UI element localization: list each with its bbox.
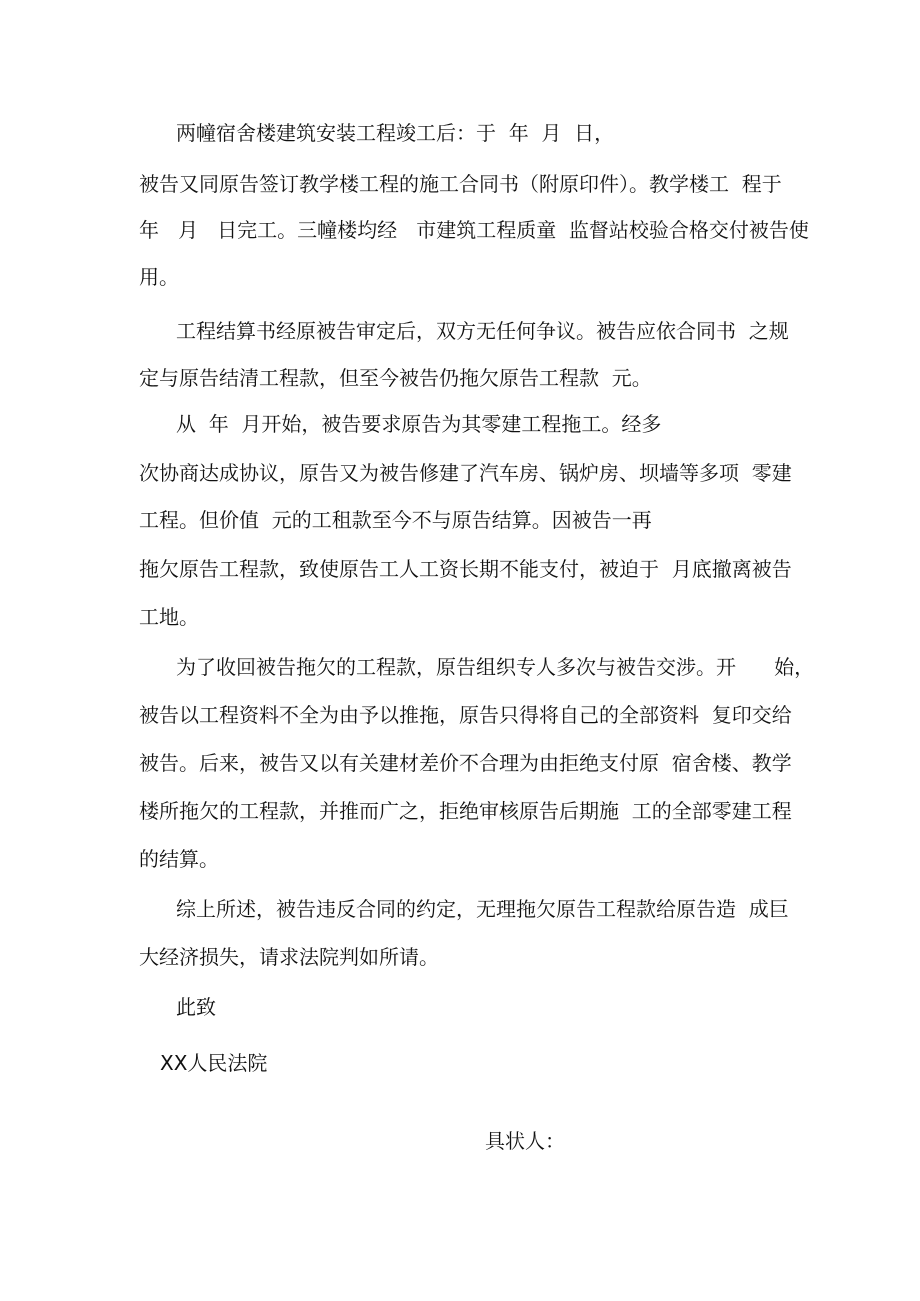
paragraph-line: 综上所述，被告违反合同的约定，无理拖欠原告工程款给原告造 成巨 xyxy=(176,897,789,921)
paragraph-line: 次协商达成协议，原告又为被告修建了汽车房、锅炉房、坝墙等多项 零建 xyxy=(139,461,792,485)
paragraph-line: 的结算。 xyxy=(139,847,219,871)
paragraph-line: 年 月 日完工。三幢楼均经 市建筑工程质童 监督站校验合格交付被告使 xyxy=(139,218,809,242)
paragraph-line: 被告。后来，被告又以有关建材差价不合理为由拒绝支付原 宿舍楼、教学 xyxy=(139,751,792,775)
paragraph-line: 楼所拖欠的工程款，并推而广之，拒绝审核原告后期施 工的全部零建工程 xyxy=(139,799,792,823)
court-addressee: XX人民法院 xyxy=(160,1051,268,1075)
paragraph-line: 工地。 xyxy=(139,605,199,629)
paragraph-line: 用。 xyxy=(139,265,179,289)
paragraph-line: 大经济损失，请求法院判如所请。 xyxy=(139,945,439,969)
paragraph-line: 拖欠原告工程款，致使原告工人工资长期不能支付，被迫于 月底撤离被告 xyxy=(139,557,792,581)
paragraph-line: 两幢宿舍楼建筑安装工程竣工后：于 年 月 日， xyxy=(176,121,615,145)
paragraph-line: 定与原告结清工程款，但至今被告仍拖欠原告工程款 元。 xyxy=(139,366,652,390)
paragraph-line: 工程。但价值 元的工租款至今不与原告结算。因被告一再 xyxy=(139,508,652,532)
signature-label: 具状人： xyxy=(485,1129,565,1153)
paragraph-line: 为了收回被告拖欠的工程款，原告组织专人多次与被告交涉。开 始， xyxy=(176,655,815,679)
closing-salutation: 此致 xyxy=(176,995,216,1019)
paragraph-line: 从 年 月开始，被告要求原告为其零建工程拖工。经多 xyxy=(176,412,662,436)
paragraph-line: 工程结算书经原被告审定后，双方无任何争议。被告应依合同书 之规 xyxy=(176,319,789,343)
paragraph-line: 被告又同原告签订教学楼工程的施工合同书（附原印件）。教学楼工 程于 xyxy=(139,172,782,196)
paragraph-line: 被告以工程资料不全为由予以推拖，原告只得将自己的全部资料 复印交给 xyxy=(139,703,792,727)
